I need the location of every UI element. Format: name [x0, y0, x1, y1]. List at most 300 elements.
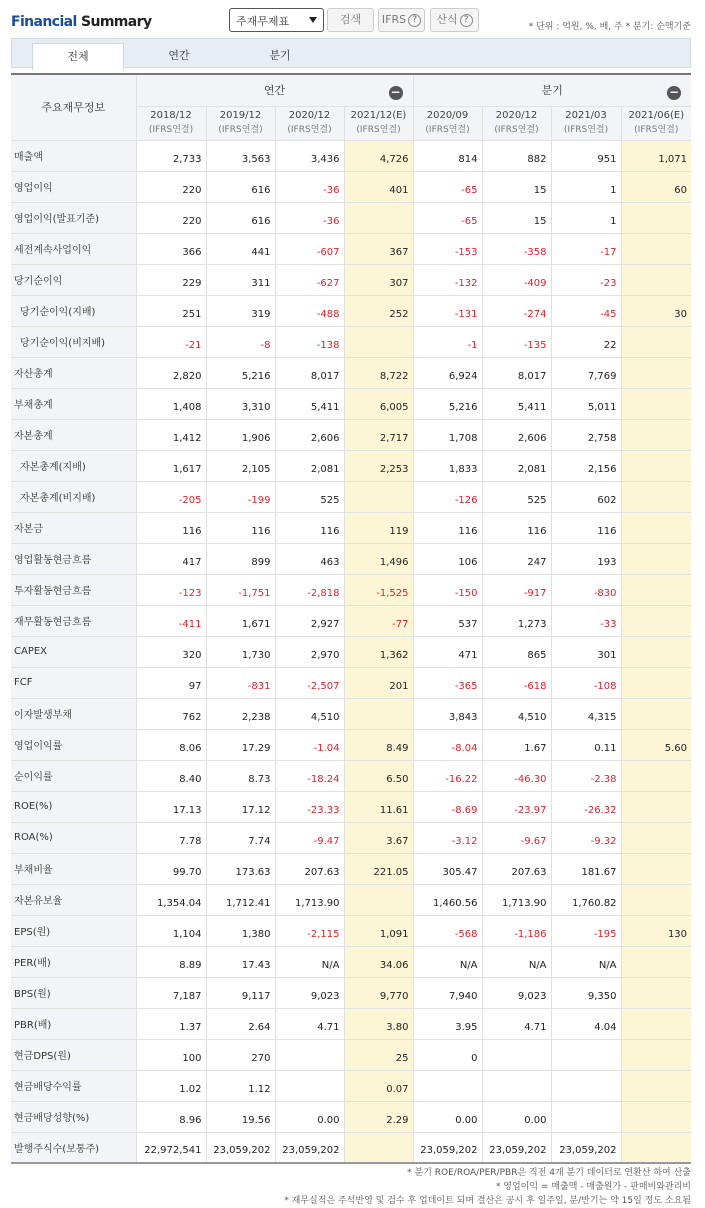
table-cell: 1,091 — [344, 915, 413, 946]
table-cell: -77 — [344, 605, 413, 636]
table-row — [11, 450, 691, 481]
table-row — [11, 605, 691, 636]
help-icon: ? — [408, 14, 421, 27]
table-row — [11, 915, 691, 946]
period-header — [275, 106, 344, 140]
header-bar — [0, 0, 705, 40]
table-cell: 207.63 — [275, 853, 344, 884]
table-row — [11, 326, 691, 357]
period-header — [413, 106, 482, 140]
period-basis: (IFRS연결) — [563, 125, 609, 135]
table-cell: -108 — [551, 667, 621, 698]
row-label: 순이익률 — [11, 760, 136, 791]
table-cell: 0 — [413, 1039, 482, 1070]
table-cell: -150 — [413, 574, 482, 605]
table-cell: 30 — [621, 295, 691, 326]
table-cell: 3.95 — [413, 1008, 482, 1039]
period-basis: (IFRS연결) — [148, 125, 194, 135]
row-label: ROE(%) — [11, 791, 136, 822]
table-cell: 1,708 — [413, 419, 482, 450]
table-cell: 441 — [206, 233, 275, 264]
table-cell: 106 — [413, 543, 482, 574]
table-row — [11, 543, 691, 574]
table-cell — [413, 1070, 482, 1101]
row-label: 자산총계 — [11, 357, 136, 388]
table-cell: -1.04 — [275, 729, 344, 760]
row-header-label: 주요재무정보 — [11, 74, 136, 140]
table-cell: -23.97 — [482, 791, 551, 822]
table-cell — [344, 698, 413, 729]
table-cell: 602 — [551, 481, 621, 512]
table-cell — [621, 1132, 691, 1163]
table-cell: 252 — [344, 295, 413, 326]
table-cell — [621, 357, 691, 388]
row-label: 부채비율 — [11, 853, 136, 884]
table-cell: 181.67 — [551, 853, 621, 884]
table-cell: -8.04 — [413, 729, 482, 760]
table-cell: 1.12 — [206, 1070, 275, 1101]
table-cell: -8 — [206, 326, 275, 357]
period-basis: (IFRS연결) — [425, 125, 470, 135]
table-cell: 3,563 — [206, 140, 275, 171]
annual-group-header — [136, 74, 413, 106]
tab-all[interactable]: 전체 — [32, 43, 124, 70]
table-cell: 19.56 — [206, 1101, 275, 1132]
table-cell: 4.71 — [275, 1008, 344, 1039]
page-title — [11, 14, 151, 30]
table-row — [11, 419, 691, 450]
table-cell: 366 — [136, 233, 206, 264]
period-header — [482, 106, 551, 140]
table-row — [11, 760, 691, 791]
unit-info: * 단위 : 억원, %, 배, 주 * 분기: 순액기준 — [528, 22, 691, 32]
table-cell: 3.80 — [344, 1008, 413, 1039]
table-cell: 7.74 — [206, 822, 275, 853]
table-cell: 367 — [344, 233, 413, 264]
table-cell — [621, 884, 691, 915]
table-row — [11, 636, 691, 667]
table-cell: 471 — [413, 636, 482, 667]
table-cell: 9,350 — [551, 977, 621, 1008]
table-cell: 2,156 — [551, 450, 621, 481]
table-cell: 2.64 — [206, 1008, 275, 1039]
table-cell: 616 — [206, 202, 275, 233]
table-cell: 130 — [621, 915, 691, 946]
table-cell: 525 — [275, 481, 344, 512]
table-cell: 116 — [413, 512, 482, 543]
table-cell — [275, 1070, 344, 1101]
period-label: 2021/03 — [565, 110, 607, 121]
table-cell: -9.47 — [275, 822, 344, 853]
table-cell: 8,017 — [275, 357, 344, 388]
table-cell: -8.69 — [413, 791, 482, 822]
table-cell: 17.43 — [206, 946, 275, 977]
table-cell: 6,924 — [413, 357, 482, 388]
table-cell: -65 — [413, 171, 482, 202]
table-cell: 301 — [551, 636, 621, 667]
table-cell: 1,906 — [206, 419, 275, 450]
table-row — [11, 140, 691, 171]
table-cell: -138 — [275, 326, 344, 357]
table-cell: 23,059,202 — [206, 1132, 275, 1163]
tab-annual[interactable]: 연간 — [168, 49, 190, 62]
chevron-down-icon — [309, 17, 317, 23]
table-cell: 270 — [206, 1039, 275, 1070]
table-cell: 0.07 — [344, 1070, 413, 1101]
table-cell — [621, 946, 691, 977]
title-part1: Financial — [11, 14, 77, 30]
table-cell: 1.37 — [136, 1008, 206, 1039]
row-label: 당기순이익(지배) — [11, 295, 136, 326]
table-cell — [621, 574, 691, 605]
table-cell: 1,408 — [136, 388, 206, 419]
table-cell — [621, 202, 691, 233]
footnotes — [284, 1166, 691, 1208]
table-cell: 525 — [482, 481, 551, 512]
table-cell: 2,820 — [136, 357, 206, 388]
table-cell: -33 — [551, 605, 621, 636]
table-cell: 1,412 — [136, 419, 206, 450]
table-cell — [621, 543, 691, 574]
table-cell: 2,105 — [206, 450, 275, 481]
table-cell: 1 — [551, 202, 621, 233]
table-cell — [482, 1070, 551, 1101]
table-cell: 8.49 — [344, 729, 413, 760]
table-cell: 8.73 — [206, 760, 275, 791]
table-cell: 537 — [413, 605, 482, 636]
table-cell: 6,005 — [344, 388, 413, 419]
table-cell: 9,023 — [275, 977, 344, 1008]
table-cell: 1,760.82 — [551, 884, 621, 915]
table-cell: -9.67 — [482, 822, 551, 853]
table-cell: -16.22 — [413, 760, 482, 791]
help-icon: ? — [460, 14, 473, 27]
table-cell: 22,972,541 — [136, 1132, 206, 1163]
table-row — [11, 264, 691, 295]
row-label: 영업이익률 — [11, 729, 136, 760]
period-label: 2020/12 — [288, 110, 331, 121]
footnote: * 재무실적은 주석반영 및 검수 후 업데이트 되며 결산은 공시 후 일주일, 분/반기는 약 15일 정도 소요됨 — [284, 1196, 691, 1206]
period-label: 2021/06(E) — [628, 110, 685, 121]
table-cell: 8.06 — [136, 729, 206, 760]
period-label: 2020/12 — [495, 110, 538, 121]
table-cell: 1.02 — [136, 1070, 206, 1101]
formula-help-button[interactable] — [430, 8, 479, 32]
row-label: 영업활동현금흐름 — [11, 543, 136, 574]
footnote: * 영업이익 = 매출액 - 매출원가 - 판매비와관리비 — [495, 1182, 691, 1192]
table-cell: -135 — [482, 326, 551, 357]
table-body — [11, 140, 691, 1163]
table-cell: 2,717 — [344, 419, 413, 450]
row-label: 당기순이익 — [11, 264, 136, 295]
table-cell — [621, 481, 691, 512]
row-label: PBR(배) — [11, 1008, 136, 1039]
table-cell: 116 — [482, 512, 551, 543]
table-row — [11, 357, 691, 388]
table-cell: -199 — [206, 481, 275, 512]
table-cell: 2,081 — [275, 450, 344, 481]
table-row — [11, 698, 691, 729]
table-cell — [482, 1039, 551, 1070]
table-cell: -568 — [413, 915, 482, 946]
table-cell: -1,186 — [482, 915, 551, 946]
table-cell: 1,380 — [206, 915, 275, 946]
table-cell: 2,253 — [344, 450, 413, 481]
period-basis: (IFRS연결) — [494, 125, 539, 135]
row-label: 자본총계(지배) — [11, 450, 136, 481]
statement-select[interactable] — [229, 8, 324, 32]
table-cell: 616 — [206, 171, 275, 202]
period-basis: (IFRS연결) — [287, 125, 332, 135]
table-cell: 173.63 — [206, 853, 275, 884]
table-row — [11, 729, 691, 760]
table-cell: -2.38 — [551, 760, 621, 791]
row-label: FCF — [11, 667, 136, 698]
table-cell: 401 — [344, 171, 413, 202]
period-basis: (IFRS연결) — [218, 125, 263, 135]
table-cell — [344, 481, 413, 512]
table-row — [11, 512, 691, 543]
table-cell: 882 — [482, 140, 551, 171]
period-header — [551, 106, 621, 140]
table-cell: 15 — [482, 171, 551, 202]
table-cell: 34.06 — [344, 946, 413, 977]
ifrs-label: IFRS — [381, 13, 407, 26]
table-cell — [621, 698, 691, 729]
table-cell: 5,216 — [413, 388, 482, 419]
quarter-group-header — [413, 74, 691, 106]
table-cell: 1,104 — [136, 915, 206, 946]
search-button[interactable]: 검색 — [327, 8, 374, 32]
row-label: 자본총계(비지배) — [11, 481, 136, 512]
period-label: 2021/12(E) — [350, 110, 407, 121]
row-label: 투자활동현금흐름 — [11, 574, 136, 605]
table-cell: -2,115 — [275, 915, 344, 946]
table-cell: -46.30 — [482, 760, 551, 791]
table-cell: -488 — [275, 295, 344, 326]
table-cell: 116 — [275, 512, 344, 543]
table-cell: -358 — [482, 233, 551, 264]
table-cell: 8,017 — [482, 357, 551, 388]
table-cell: 15 — [482, 202, 551, 233]
table-cell: 3.67 — [344, 822, 413, 853]
row-label: 당기순이익(비지배) — [11, 326, 136, 357]
table-cell: 247 — [482, 543, 551, 574]
table-cell: 4,726 — [344, 140, 413, 171]
table-cell: -1 — [413, 326, 482, 357]
table-row — [11, 977, 691, 1008]
collapse-annual-icon[interactable]: − — [390, 85, 401, 99]
row-label: CAPEX — [11, 636, 136, 667]
table-cell: -18.24 — [275, 760, 344, 791]
table-cell: 8.96 — [136, 1101, 206, 1132]
table-cell: 2,970 — [275, 636, 344, 667]
table-cell: 417 — [136, 543, 206, 574]
table-cell: -1,751 — [206, 574, 275, 605]
table-cell: 23,059,202 — [275, 1132, 344, 1163]
table-cell: -132 — [413, 264, 482, 295]
table-cell — [344, 884, 413, 915]
table-row — [11, 791, 691, 822]
table-cell: 311 — [206, 264, 275, 295]
table-cell: 2,238 — [206, 698, 275, 729]
statement-select-value: 주재무제표 — [236, 15, 290, 28]
table-row — [11, 1132, 691, 1163]
table-cell: -131 — [413, 295, 482, 326]
period-header — [621, 106, 691, 140]
table-cell: 23,059,202 — [413, 1132, 482, 1163]
table-cell: 4,510 — [482, 698, 551, 729]
annual-group-label: 연간 — [263, 84, 286, 98]
row-label: PER(배) — [11, 946, 136, 977]
table-cell: -627 — [275, 264, 344, 295]
table-cell: N/A — [551, 946, 621, 977]
tab-quarterly[interactable]: 분기 — [269, 49, 291, 62]
table-row — [11, 822, 691, 853]
table-cell — [621, 419, 691, 450]
table-cell: -195 — [551, 915, 621, 946]
row-label: ROA(%) — [11, 822, 136, 853]
table-cell: 319 — [206, 295, 275, 326]
period-basis: (IFRS연결) — [634, 125, 679, 135]
table-cell: N/A — [482, 946, 551, 977]
table-cell — [621, 1039, 691, 1070]
table-cell: 5,216 — [206, 357, 275, 388]
table-cell — [621, 1008, 691, 1039]
row-label: 발행주식수(보통주) — [11, 1132, 136, 1163]
table-cell — [621, 233, 691, 264]
table-cell: 1,713.90 — [275, 884, 344, 915]
table-cell: -409 — [482, 264, 551, 295]
table-cell: 307 — [344, 264, 413, 295]
table-cell: -2,818 — [275, 574, 344, 605]
row-label: EPS(원) — [11, 915, 136, 946]
table-cell: -26.32 — [551, 791, 621, 822]
table-cell: -65 — [413, 202, 482, 233]
table-cell: -123 — [136, 574, 206, 605]
table-row — [11, 295, 691, 326]
table-cell: 0.11 — [551, 729, 621, 760]
table-cell: 1,671 — [206, 605, 275, 636]
table-cell: 8.89 — [136, 946, 206, 977]
table-cell — [551, 1070, 621, 1101]
table-cell: 1,362 — [344, 636, 413, 667]
table-cell: 0.00 — [275, 1101, 344, 1132]
table-cell: -17 — [551, 233, 621, 264]
ifrs-help-button[interactable] — [378, 8, 425, 32]
table-cell — [551, 1101, 621, 1132]
table-cell: 2,606 — [482, 419, 551, 450]
table-cell: 4,510 — [275, 698, 344, 729]
table-cell: 320 — [136, 636, 206, 667]
row-label: 부채총계 — [11, 388, 136, 419]
table-cell: 8.40 — [136, 760, 206, 791]
table-cell: 951 — [551, 140, 621, 171]
table-cell: -274 — [482, 295, 551, 326]
table-cell — [275, 1039, 344, 1070]
table-cell — [621, 1101, 691, 1132]
table-cell: 97 — [136, 667, 206, 698]
table-cell: 2,081 — [482, 450, 551, 481]
table-cell: -21 — [136, 326, 206, 357]
title-part2: Summary — [80, 14, 152, 30]
table-cell: 201 — [344, 667, 413, 698]
table-cell: 2,733 — [136, 140, 206, 171]
table-row — [11, 1101, 691, 1132]
table-cell: -917 — [482, 574, 551, 605]
table-cell: 23,059,202 — [482, 1132, 551, 1163]
row-label: 세전계속사업이익 — [11, 233, 136, 264]
table-cell: 1,354.04 — [136, 884, 206, 915]
table-cell: 1.67 — [482, 729, 551, 760]
table-cell: N/A — [413, 946, 482, 977]
table-cell: 0.00 — [413, 1101, 482, 1132]
table-cell: 6.50 — [344, 760, 413, 791]
table-cell: -36 — [275, 202, 344, 233]
table-cell: 1 — [551, 171, 621, 202]
table-cell: 1,273 — [482, 605, 551, 636]
table-cell: 0.00 — [482, 1101, 551, 1132]
table-cell: -23 — [551, 264, 621, 295]
table-cell: -831 — [206, 667, 275, 698]
table-row — [11, 667, 691, 698]
table-cell: 7,187 — [136, 977, 206, 1008]
table-cell — [621, 512, 691, 543]
table-cell: 220 — [136, 171, 206, 202]
collapse-quarter-icon[interactable]: − — [669, 85, 680, 99]
table-cell: 221.05 — [344, 853, 413, 884]
table-cell — [621, 636, 691, 667]
table-cell: -1,525 — [344, 574, 413, 605]
table-cell: -205 — [136, 481, 206, 512]
table-cell: 305.47 — [413, 853, 482, 884]
table-cell — [621, 605, 691, 636]
table-cell: 220 — [136, 202, 206, 233]
table-cell: -2,507 — [275, 667, 344, 698]
table-cell: -365 — [413, 667, 482, 698]
row-label: 영업이익 — [11, 171, 136, 202]
table-cell: 2,758 — [551, 419, 621, 450]
table-cell: 251 — [136, 295, 206, 326]
period-label: 2018/12 — [150, 110, 192, 121]
row-label: 자본유보율 — [11, 884, 136, 915]
period-basis: (IFRS연결) — [356, 125, 401, 135]
table-cell — [621, 388, 691, 419]
period-header — [206, 106, 275, 140]
table-cell: 2,606 — [275, 419, 344, 450]
table-cell — [344, 202, 413, 233]
table-cell — [344, 1132, 413, 1163]
table-cell: 762 — [136, 698, 206, 729]
table-cell: 23,059,202 — [551, 1132, 621, 1163]
table-cell: 17.12 — [206, 791, 275, 822]
table-cell: 5,411 — [275, 388, 344, 419]
table-cell: 1,496 — [344, 543, 413, 574]
quarter-group-label: 분기 — [541, 84, 563, 98]
table-row — [11, 481, 691, 512]
table-cell: 207.63 — [482, 853, 551, 884]
table-cell: -830 — [551, 574, 621, 605]
table-cell: 193 — [551, 543, 621, 574]
period-header — [136, 106, 206, 140]
period-label: 2019/12 — [219, 110, 262, 121]
row-label: 현금DPS(원) — [11, 1039, 136, 1070]
table-cell: 17.29 — [206, 729, 275, 760]
table-cell: 3,436 — [275, 140, 344, 171]
table-row — [11, 202, 691, 233]
table-cell: -126 — [413, 481, 482, 512]
table-cell: 116 — [136, 512, 206, 543]
